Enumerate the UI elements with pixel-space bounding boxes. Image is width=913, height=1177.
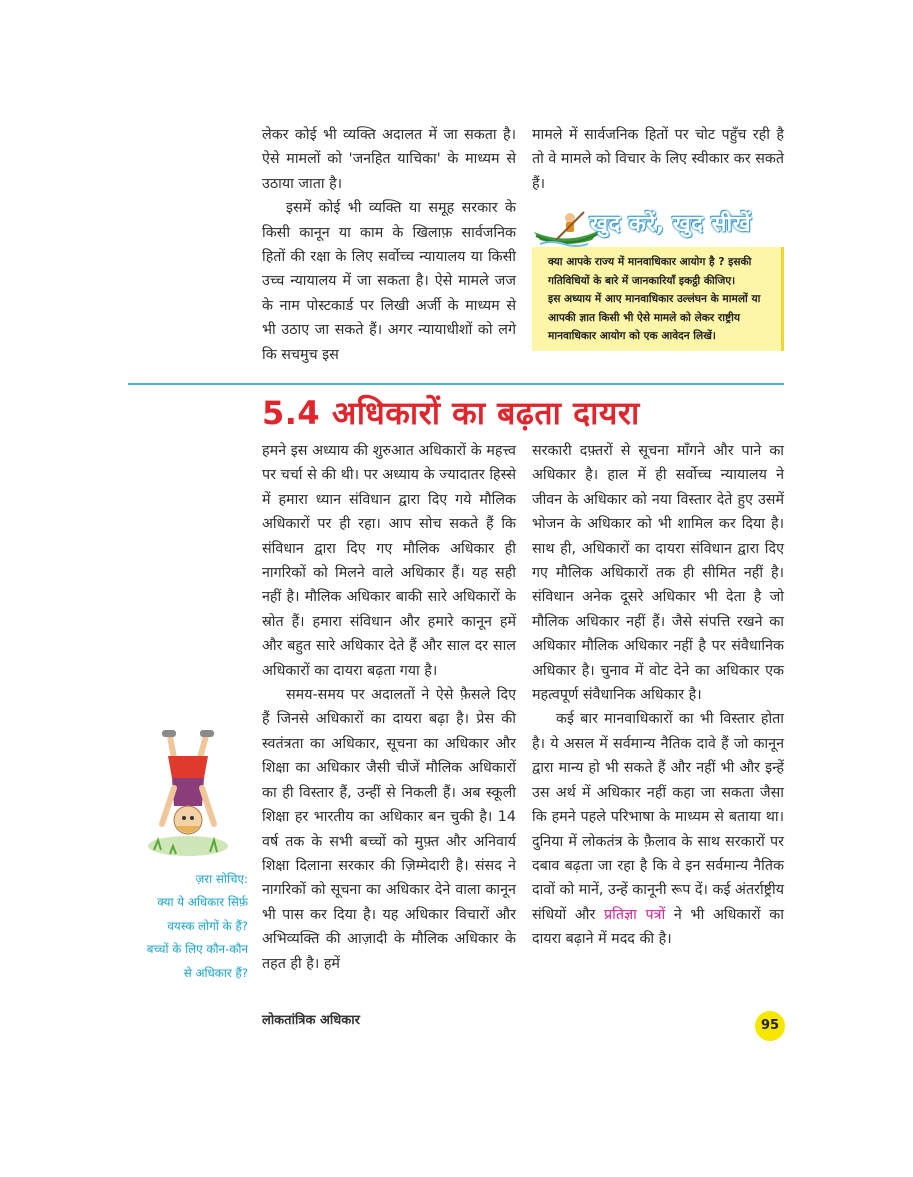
paragraph: [532, 707, 784, 951]
note-line: से अधिकार हैं?: [183, 965, 248, 980]
note-line: क्या ये अधिकार सिर्फ़: [157, 895, 248, 910]
paragraph: हमने इस अध्याय की शुरुआत अधिकारों के महत्त्व पर चर्चा से की थी। पर अध्याय के ज्यादातर हिस्से में हमारा ध्यान संविधान द्वारा दिए गये मौलिक अधिकारों पर ही रहा। आप सोच सकते हैं कि संविधान द्वारा दिए गए मौलिक अधिकार ही नागरिकों को मिलने वाले अधिकार हैं। यह सही नहीं है। मौलिक अधिकार बाकी सारे अधिकारों के स्रोत हैं। हमारा संविधान और हमारे कानून हमें और बहुत सारे अधिकार देते हैं और साल दर साल अधिकारों का दायरा बढ़ता गया है।: [262, 443, 516, 679]
think-note: [128, 868, 248, 985]
note-line: बच्चों के लिए कौन-कौन: [146, 942, 248, 957]
top-left-column: [262, 123, 516, 367]
highlight-term: प्रतिज्ञा पत्रों: [604, 906, 666, 923]
paragraph: समय-समय पर अदालतों ने ऐसे फ़ैसले दिए हैं जिनसे अधिकारों का दायरा बढ़ा है। प्रेस की स्वतंत्रता का अधिकार, सूचना का अधिकार और शिक्षा का अधिकार जैसी चीजें मौलिक अधिकारों का ही विस्तार हैं, उन्हीं से निकली हैं। अब स्कूली शिक्षा हर भारतीय का अधिकार बन चुकी है। 14 वर्ष तक के सभी बच्चों को मुफ़्त और अनिवार्य शिक्षा दिलाना सरकार की ज़िम्मेदारी है। संसद ने नागरिकों को सूचना का अधिकार देने वाला कानून भी पास कर दिया है। यह अधिकार विचारों और अभिव्यक्ति की आज़ादी के मौलिक अधिकार के तहत ही है। हमें: [262, 687, 516, 972]
activity-line: क्या आपके राज्य में मानवाधिकार आयोग है ? इसकी गतिविधियों के बारे में जानकारियाँ इकट्ठी कीजिए।: [548, 256, 752, 287]
paragraph: लेकर कोई भी व्यक्ति अदालत में जा सकता है। ऐसे मामलों को 'जनहित याचिका' के माध्यम से उठाया जाता है।: [262, 127, 516, 192]
note-line: ज़रा सोचिए:: [195, 872, 248, 886]
paragraph-text: ने भी अधिकारों का दायरा बढ़ाने में मदद की है।: [532, 906, 784, 948]
footer-chapter-title: लोकतांत्रिक अधिकार: [262, 1013, 360, 1028]
paragraph: इसमें कोई भी व्यक्ति या समूह सरकार के किसी कानून या काम के खिलाफ़ सार्वजनिक हितों की रक्षा के लिए सर्वोच्च न्यायालय या किसी उच्च न्यायालय में जा सकता है। ऐसे मामले जज के नाम पोस्टकार्ड पर लिखी अर्जी के माध्यम से भी उठाए जा सकते हैं। अगर न्यायाधीशों को लगे कि सचमुच इस: [262, 200, 516, 363]
note-line: वयस्क लोगों के हैं?: [167, 918, 248, 933]
body-left-column: [262, 439, 516, 976]
activity-box: [532, 206, 784, 351]
section-divider: [128, 383, 784, 385]
activity-header: [532, 206, 784, 246]
body-right-column: [532, 439, 784, 952]
section-heading: 5.4 अधिकारों का बढ़ता दायरा: [262, 394, 640, 432]
child-handstand-illustration: [140, 728, 236, 860]
activity-title: खुद करें, खुद सीखें: [590, 212, 752, 237]
activity-line: इस अध्याय में आए मानवाधिकार उल्लंघन के मामलों या आपकी ज्ञात किसी भी ऐसे मामले को लेकर राष्ट्रीय मानवाधिकार आयोग को एक आवेदन लिखें।: [548, 293, 761, 343]
paragraph: मामले में सार्वजनिक हितों पर चोट पहुँच रही है तो वे मामले को विचार के लिए स्वीकार कर सकते हैं।: [532, 127, 784, 192]
paragraph-text: कई बार मानवाधिकारों का भी विस्तार होता है। ये असल में सर्वमान्य नैतिक दावे हैं जो कानून द्वारा मान्य हो भी सकते हैं और नहीं भी और इन्हें उस अर्थ में अधिकार नहीं कहा जा सकता जैसा कि हमने पहले परिभाषा के माध्यम से बताया था। दुनिया में लोकतंत्र के फ़ैलाव के साथ सरकारों पर दबाव बढ़ता जा रहा है कि वे इन सर्वमान्य नैतिक दावों को मानें, उन्हें कानूनी रूप दें। कई अंतर्राष्ट्रीय संधियों और: [532, 711, 784, 923]
activity-content: [532, 247, 784, 351]
paragraph: सरकारी दफ़्तरों से सूचना माँगने और पाने का अधिकार है। हाल में ही सर्वोच्च न्यायालय ने जीवन के अधिकार को नया विस्तार देते हुए उसमें भोजन के अधिकार को भी शामिल कर दिया है। साथ ही, अधिकारों का दायरा संविधान द्वारा दिए गए मौलिक अधिकारों तक ही सीमित नहीं है। संविधान अनेक दूसरे अधिकार भी देता है जो मौलिक अधिकार नहीं हैं। जैसे संपत्ति रखने का अधिकार मौलिक अधिकार नहीं है पर संवैधानिक अधिकार है। चुनाव में वोट देने का अधिकार एक महत्वपूर्ण संवैधानिक अधिकार है।: [532, 443, 784, 704]
top-right-column: [532, 123, 784, 196]
page-number: 95: [755, 1011, 785, 1041]
